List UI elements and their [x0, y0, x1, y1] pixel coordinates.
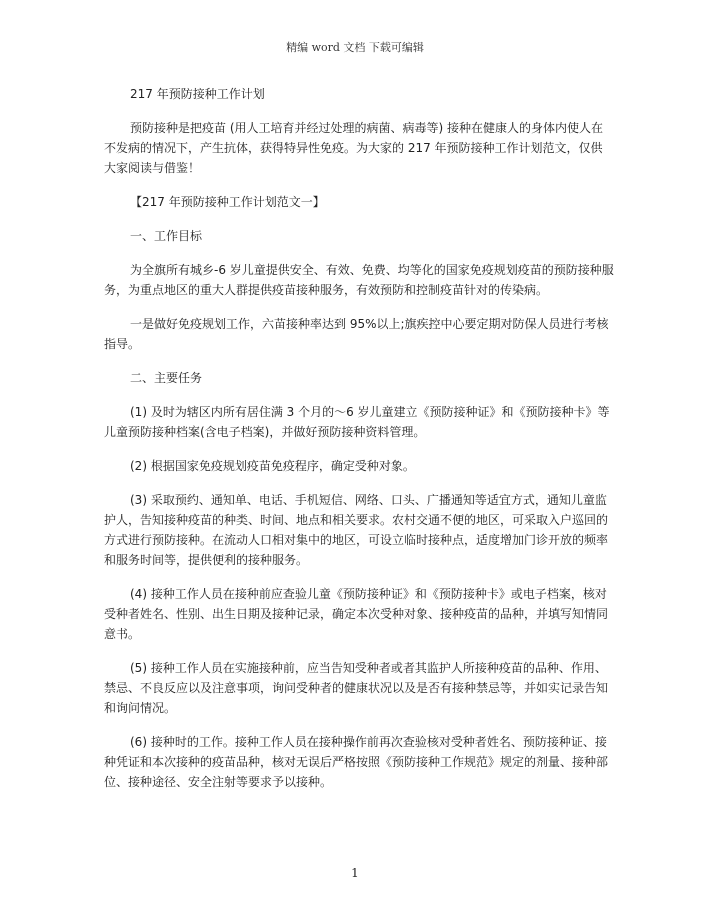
page-header: 精编 word 文档 下载可编辑 [286, 41, 424, 54]
task-item-5: (5) 接种工作人员在实施接种前，应当告知受种者或者其监护人所接种疫苗的品种、作用、禁忌、不良反应以及注意事项，询问受种者的健康状况以及是否有接种禁忌等，并如实记录告知和询问情况。 [104, 661, 609, 715]
page-number: 1 [351, 866, 359, 880]
task-item-4: (4) 接种工作人员在接种前应查验儿童《预防接种证》和《预防接种卡》或电子档案，核对受种者姓名、性别、出生日期及接种记录，确定本次受种对象、接种疫苗的品种，并填写知情同意书。 [104, 587, 609, 641]
document-body [104, 84, 614, 806]
task-item-3: (3) 采取预约、通知单、电话、手机短信、网络、口头、广播通知等适宜方式，通知儿童监护人，告知接种疫苗的种类、时间、地点和相关要求。农村交通不便的地区，可采取入户巡回的方式进行预防接种。在流动人口相对集中的地区，可设立临时接种点，适度增加门诊开放的频率和服务时间等，提供便利的接种服务。 [104, 493, 609, 567]
task-item-1: (1) 及时为辖区内所有居住满 3 个月的～6 岁儿童建立《预防接种证》和《预防接种卡》等儿童预防接种档案(含电子档案)，并做好预防接种资料管理。 [104, 405, 610, 439]
body-paragraph: 为全旗所有城乡-6 岁儿童提供安全、有效、免费、均等化的国家免疫规划疫苗的预防接种服务，为重点地区的重大人群提供疫苗接种服务，有效预防和控制疫苗针对的传染病。 [104, 263, 614, 297]
document-title: 217 年预防接种工作计划 [130, 87, 265, 101]
intro-paragraph: 预防接种是把疫苗 (用人工培育并经过处理的病菌、病毒等) 接种在健康人的身体内使人在不发病的情况下，产生抗体，获得特异性免疫。为大家的 217 年预防接种工作计划范文，仅供大家阅读与借鉴！ [104, 121, 603, 175]
section-heading-plan-one: 【217 年预防接种工作计划范文一】 [130, 195, 325, 209]
body-paragraph: 一是做好免疫规划工作，六苗接种率达到 95%以上;旗疾控中心要定期对防保人员进行考核指导。 [104, 317, 609, 351]
task-item-2: (2) 根据国家免疫规划疫苗免疫程序，确定受种对象。 [130, 459, 415, 473]
task-item-6: (6) 接种时的工作。接种工作人员在接种操作前再次查验核对受种者姓名、预防接种证、接种凭证和本次接种的疫苗品种，核对无误后严格按照《预防接种工作规范》规定的剂量、接种部位、接种途径、安全注射等要求予以接种。 [104, 735, 609, 789]
section-heading-goals: 一、工作目标 [130, 229, 203, 243]
section-heading-tasks: 二、主要任务 [130, 371, 203, 385]
